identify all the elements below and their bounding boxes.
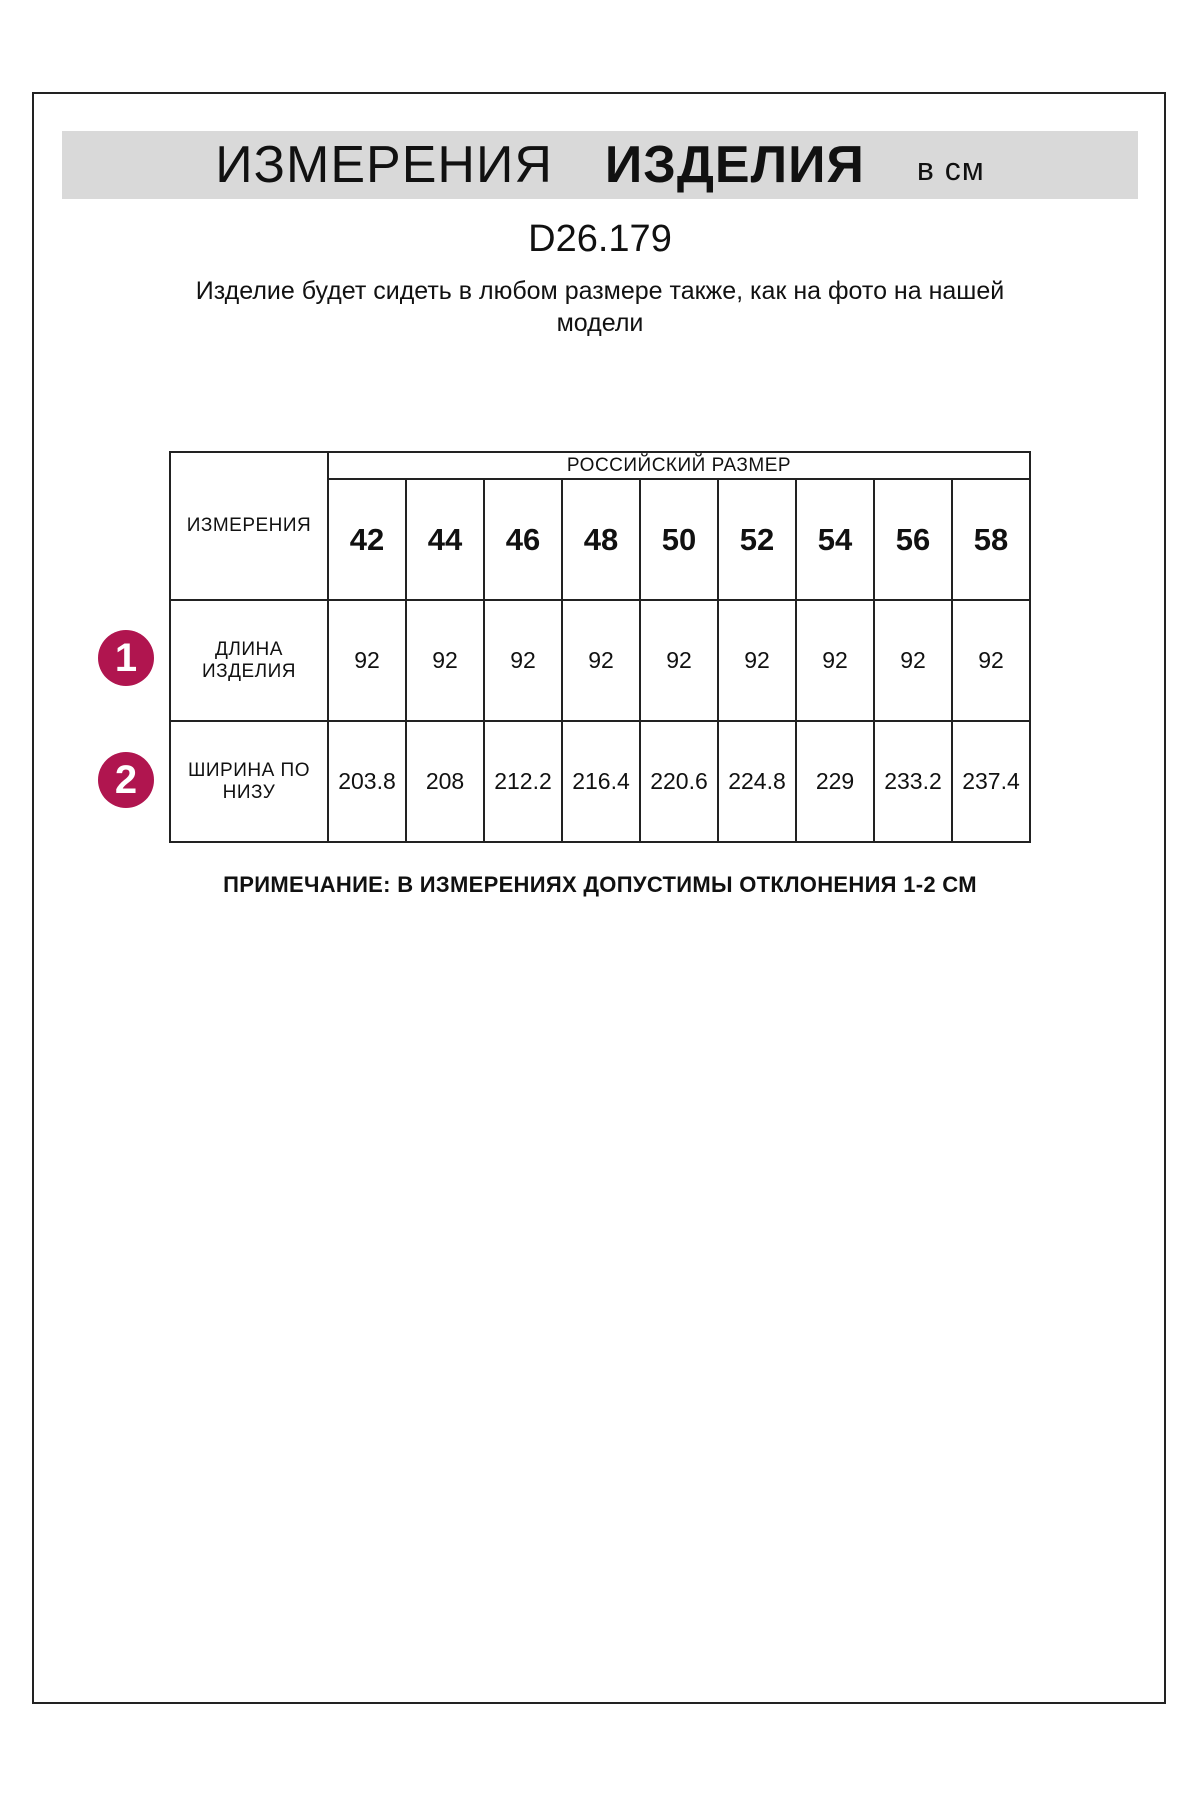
size-group-header: РОССИЙСКИЙ РАЗМЕР	[328, 452, 1030, 479]
table-cell: 208	[406, 721, 484, 842]
article-code: D26.179	[528, 218, 672, 260]
table-cell: 224.8	[718, 721, 796, 842]
title-regular: ИЗМЕРЕНИЯ	[215, 136, 553, 194]
table-cell: 233.2	[874, 721, 952, 842]
size-table	[169, 451, 1031, 843]
table-cell: 229	[796, 721, 874, 842]
table-cell: 92	[328, 600, 406, 721]
size-header: 48	[562, 479, 640, 600]
table-cell: 92	[562, 600, 640, 721]
table-row	[170, 600, 1030, 721]
table-cell: 92	[952, 600, 1030, 721]
note: ПРИМЕЧАНИЕ: В ИЗМЕРЕНИЯХ ДОПУСТИМЫ ОТКЛОНЕНИЯ 1-2 СМ	[223, 872, 977, 897]
table-cell: 92	[406, 600, 484, 721]
size-header: 52	[718, 479, 796, 600]
table-cell: 216.4	[562, 721, 640, 842]
title-unit: в см	[916, 150, 985, 187]
size-header: 58	[952, 479, 1030, 600]
size-header: 56	[874, 479, 952, 600]
table-cell: 92	[640, 600, 718, 721]
size-header: 46	[484, 479, 562, 600]
table-cell: 92	[484, 600, 562, 721]
row-number-badge: 2	[98, 752, 154, 808]
size-header: 44	[406, 479, 484, 600]
title-bar	[62, 131, 1138, 199]
table-cell: 212.2	[484, 721, 562, 842]
size-header: 42	[328, 479, 406, 600]
title-bold: ИЗДЕЛИЯ	[604, 136, 865, 194]
row-label-length: ДЛИНА ИЗДЕЛИЯ	[170, 600, 328, 721]
table-row	[170, 721, 1030, 842]
table-cell: 92	[718, 600, 796, 721]
table-cell: 220.6	[640, 721, 718, 842]
measurements-header: ИЗМЕРЕНИЯ	[170, 452, 328, 600]
row-number-badge: 1	[98, 630, 154, 686]
size-header: 54	[796, 479, 874, 600]
row-label-width: ШИРИНА ПО НИЗУ	[170, 721, 328, 842]
table-cell: 203.8	[328, 721, 406, 842]
description: Изделие будет сидеть в любом размере также, как на фото на нашей модели	[195, 277, 1005, 337]
table-cell: 92	[796, 600, 874, 721]
size-header: 50	[640, 479, 718, 600]
table-cell: 92	[874, 600, 952, 721]
table-cell: 237.4	[952, 721, 1030, 842]
